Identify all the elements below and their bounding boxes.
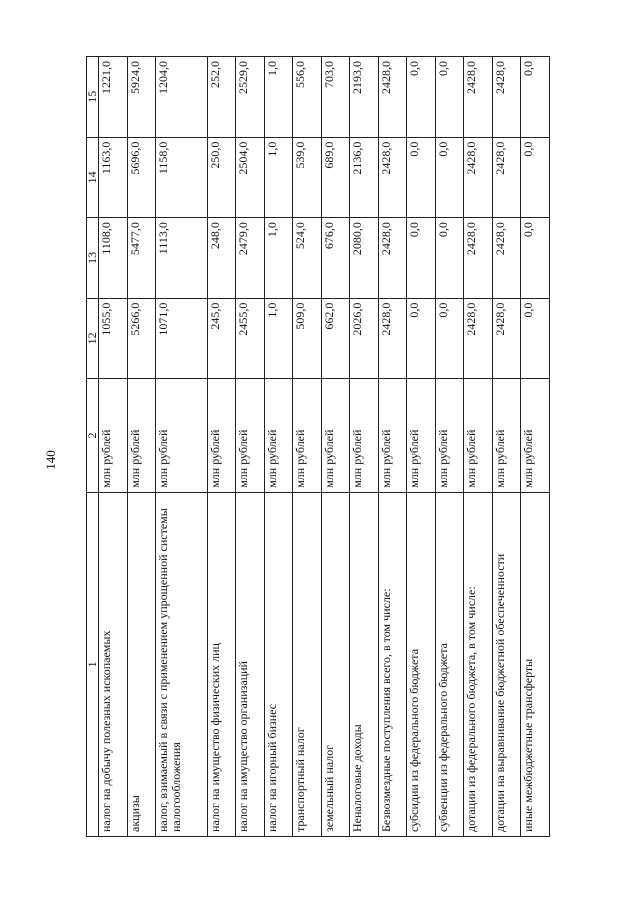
row-unit: млн рублей xyxy=(321,379,350,493)
table-cell-value: 0,0 xyxy=(435,57,464,138)
table-cell-value: 5924,0 xyxy=(127,57,156,138)
table-cell-value: 252,0 xyxy=(207,57,236,138)
table-cell-value: 2529,0 xyxy=(236,57,265,138)
table-body xyxy=(99,57,550,837)
table-cell-value: 539,0 xyxy=(293,137,322,218)
row-label: субсидии из федерального бюджета xyxy=(407,492,436,836)
table-cell-value: 662,0 xyxy=(321,298,350,379)
column-header: 15 xyxy=(87,57,99,138)
table-row xyxy=(264,57,293,837)
row-unit: млн рублей xyxy=(293,379,322,493)
row-label: налог, взимаемый в связи с применением упрощенной системы налогообложения xyxy=(156,492,208,836)
row-label: налог на добычу полезных ископаемых xyxy=(99,492,128,836)
table-cell-value: 2428,0 xyxy=(378,298,407,379)
table-cell-value: 0,0 xyxy=(407,137,436,218)
table-cell-value: 248,0 xyxy=(207,218,236,299)
column-header: 12 xyxy=(87,298,99,379)
table-cell-value: 689,0 xyxy=(321,137,350,218)
table-row xyxy=(236,57,265,837)
table-cell-value: 0,0 xyxy=(435,298,464,379)
row-unit: млн рублей xyxy=(236,379,265,493)
row-unit: млн рублей xyxy=(264,379,293,493)
table-cell-value: 2428,0 xyxy=(378,137,407,218)
table-cell-value: 0,0 xyxy=(435,218,464,299)
table-row xyxy=(378,57,407,837)
row-unit: млн рублей xyxy=(464,379,493,493)
row-unit: млн рублей xyxy=(435,379,464,493)
table-cell-value: 1,0 xyxy=(264,298,293,379)
table-row xyxy=(293,57,322,837)
table-cell-value: 2428,0 xyxy=(378,57,407,138)
row-label: дотации на выравнивание бюджетной обеспеченности xyxy=(492,492,521,836)
table-header-row xyxy=(87,57,99,837)
row-label: иные межбюджетные трансферты xyxy=(521,492,550,836)
table-row xyxy=(99,57,128,837)
row-unit: млн рублей xyxy=(127,379,156,493)
table-cell-value: 0,0 xyxy=(521,298,550,379)
table-cell-value: 2428,0 xyxy=(464,218,493,299)
table-cell-value: 1055,0 xyxy=(99,298,128,379)
table-cell-value: 2455,0 xyxy=(236,298,265,379)
row-label: транспортный налог xyxy=(293,492,322,836)
row-unit: млн рублей xyxy=(207,379,236,493)
table-cell-value: 0,0 xyxy=(521,137,550,218)
table-cell-value: 5477,0 xyxy=(127,218,156,299)
table-cell-value: 2193,0 xyxy=(350,57,379,138)
row-label: дотации из федерального бюджета, в том числе: xyxy=(464,492,493,836)
row-unit: млн рублей xyxy=(407,379,436,493)
table-row xyxy=(156,57,208,837)
row-unit: млн рублей xyxy=(521,379,550,493)
table-cell-value: 556,0 xyxy=(293,57,322,138)
table-cell-value: 2428,0 xyxy=(492,218,521,299)
table-cell-value: 0,0 xyxy=(407,218,436,299)
table-cell-value: 1,0 xyxy=(264,137,293,218)
table-cell-value: 0,0 xyxy=(521,57,550,138)
table-cell-value: 676,0 xyxy=(321,218,350,299)
row-label: Неналоговые доходы xyxy=(350,492,379,836)
row-unit: млн рублей xyxy=(350,379,379,493)
row-label: субвенции из федерального бюджета xyxy=(435,492,464,836)
table-cell-value: 0,0 xyxy=(407,57,436,138)
table-cell-value: 2428,0 xyxy=(378,218,407,299)
table-row xyxy=(207,57,236,837)
column-header: 13 xyxy=(87,218,99,299)
column-header: 2 xyxy=(87,379,99,493)
table-row xyxy=(521,57,550,837)
row-label: налог на игорный бизнес xyxy=(264,492,293,836)
page-number: 140 xyxy=(43,450,58,470)
table-cell-value: 1158,0 xyxy=(156,137,208,218)
table-cell-value: 0,0 xyxy=(435,137,464,218)
row-unit: млн рублей xyxy=(492,379,521,493)
budget-table xyxy=(86,56,550,837)
column-header: 1 xyxy=(87,492,99,836)
table-cell-value: 250,0 xyxy=(207,137,236,218)
table-cell-value: 2428,0 xyxy=(492,57,521,138)
table-cell-value: 245,0 xyxy=(207,298,236,379)
table-cell-value: 5266,0 xyxy=(127,298,156,379)
column-header: 14 xyxy=(87,137,99,218)
row-label: налог на имущество физических лиц xyxy=(207,492,236,836)
table-cell-value: 2428,0 xyxy=(492,298,521,379)
table-cell-value: 2136,0 xyxy=(350,137,379,218)
table-cell-value: 1221,0 xyxy=(99,57,128,138)
table-cell-value: 1163,0 xyxy=(99,137,128,218)
table-cell-value: 2428,0 xyxy=(464,137,493,218)
table-cell-value: 5696,0 xyxy=(127,137,156,218)
table-cell-value: 1108,0 xyxy=(99,218,128,299)
table-row xyxy=(407,57,436,837)
table-cell-value: 1071,0 xyxy=(156,298,208,379)
table-cell-value: 524,0 xyxy=(293,218,322,299)
row-unit: млн рублей xyxy=(99,379,128,493)
table-cell-value: 703,0 xyxy=(321,57,350,138)
table-cell-value: 2026,0 xyxy=(350,298,379,379)
table-cell-value: 2080,0 xyxy=(350,218,379,299)
table-cell-value: 2504,0 xyxy=(236,137,265,218)
row-label: акцизы xyxy=(127,492,156,836)
table-cell-value: 2428,0 xyxy=(492,137,521,218)
row-unit: млн рублей xyxy=(156,379,208,493)
table-row xyxy=(350,57,379,837)
table-row xyxy=(464,57,493,837)
row-label: земельный налог xyxy=(321,492,350,836)
table-cell-value: 1,0 xyxy=(264,218,293,299)
rotated-table-frame xyxy=(86,56,550,837)
table-row xyxy=(321,57,350,837)
table-cell-value: 2479,0 xyxy=(236,218,265,299)
table-cell-value: 2428,0 xyxy=(464,298,493,379)
table-row xyxy=(492,57,521,837)
row-label: налог на имущество организаций xyxy=(236,492,265,836)
table-cell-value: 509,0 xyxy=(293,298,322,379)
table-row xyxy=(435,57,464,837)
table-cell-value: 0,0 xyxy=(407,298,436,379)
table-cell-value: 2428,0 xyxy=(464,57,493,138)
table-cell-value: 0,0 xyxy=(521,218,550,299)
table-cell-value: 1204,0 xyxy=(156,57,208,138)
table-cell-value: 1113,0 xyxy=(156,218,208,299)
row-unit: млн рублей xyxy=(378,379,407,493)
table-cell-value: 1,0 xyxy=(264,57,293,138)
row-label: Безвозмездные поступления всего, в том числе: xyxy=(378,492,407,836)
table-row xyxy=(127,57,156,837)
